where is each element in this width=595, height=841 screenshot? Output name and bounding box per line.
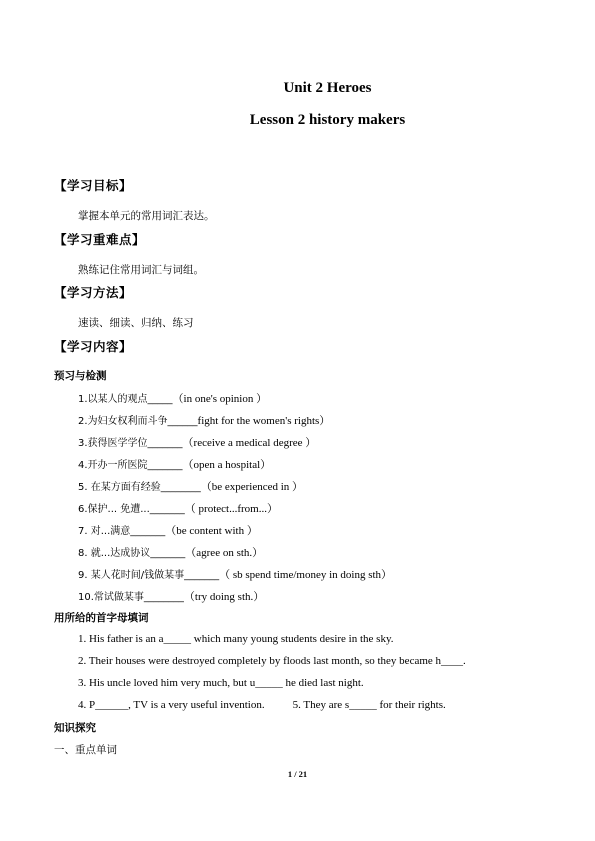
preview-item-en: （receive a medical degree ）	[182, 437, 317, 449]
preview-item-en: （ protect...from...）	[184, 503, 278, 515]
preview-item-zh: 6.保护... 免遭..._______	[78, 504, 185, 515]
preview-item	[78, 456, 271, 472]
preview-item-en: （try doing sth.）	[183, 591, 265, 603]
preview-item-zh: 5. 在某方面有经验________	[78, 482, 201, 493]
preview-item-zh: 9. 某人花时间/钱做某事_______	[78, 570, 220, 581]
method-text: 速读、细读、归纳、练习	[78, 317, 194, 329]
preview-item	[78, 522, 258, 538]
lesson-title: Lesson 2 history makers	[249, 112, 406, 128]
keypoint-text: 熟练记住常用词汇与词组。	[78, 264, 204, 276]
preview-heading: 预习与检测	[54, 370, 107, 382]
fill-in-item: 1. His father is an a_____ which many young students desire in the sky.	[78, 633, 394, 645]
preview-item	[78, 478, 303, 494]
preview-item	[78, 390, 267, 406]
content-heading: 【学习内容】	[54, 339, 133, 354]
preview-item-zh: 8. 就...达成协议_______	[78, 548, 186, 559]
preview-item-zh: 2.为妇女权利而斗争______	[78, 416, 198, 427]
preview-item-en: （open a hospital）	[182, 459, 272, 471]
keypoint-heading: 【学习重难点】	[54, 232, 146, 247]
preview-item-zh: 10.常试做某事________	[78, 592, 184, 603]
knowledge-heading: 知识探究	[54, 722, 96, 734]
preview-item	[78, 412, 330, 428]
preview-item-en: （agree on sth.）	[185, 547, 264, 559]
fill-in-item-4: 4. P______, TV is a very useful invention.	[78, 699, 265, 711]
fill-in-item	[78, 699, 446, 711]
fill-in-item: 3. His uncle loved him very much, but u_____ he died last night.	[78, 677, 364, 689]
goal-heading: 【学习目标】	[54, 178, 133, 193]
preview-item-zh: 1.以某人的观点_____	[78, 394, 173, 405]
preview-item	[78, 588, 264, 604]
preview-item	[78, 434, 316, 450]
knowledge-sub: 一、重点单词	[54, 744, 117, 756]
unit-title: Unit 2 Heroes	[283, 80, 372, 96]
preview-item	[78, 566, 392, 582]
preview-item-en: （be content with ）	[165, 525, 258, 537]
fill-in-item-5: 5. They are s_____ for their rights.	[292, 699, 446, 711]
preview-item-en: （ sb spend time/money in doing sth）	[219, 569, 393, 581]
preview-item-zh: 4.开办一所医院_______	[78, 460, 183, 471]
fill-in-heading: 用所给的首字母填词	[54, 612, 149, 624]
preview-item-en: （be experienced in ）	[200, 481, 304, 493]
preview-item-en: fight for the women's rights）	[197, 415, 331, 427]
preview-item-zh: 7. 对...满意_______	[78, 526, 166, 537]
method-heading: 【学习方法】	[54, 285, 133, 300]
fill-in-item: 2. Their houses were destroyed completely by floods last month, so they became h____.	[78, 655, 466, 667]
preview-item	[78, 500, 278, 516]
preview-item	[78, 544, 263, 560]
goal-text: 掌握本单元的常用词汇表达。	[78, 210, 215, 222]
page-number: 1 / 21	[287, 769, 308, 779]
preview-item-en: （in one's opinion ）	[172, 393, 268, 405]
preview-item-zh: 3.获得医学学位_______	[78, 438, 183, 449]
